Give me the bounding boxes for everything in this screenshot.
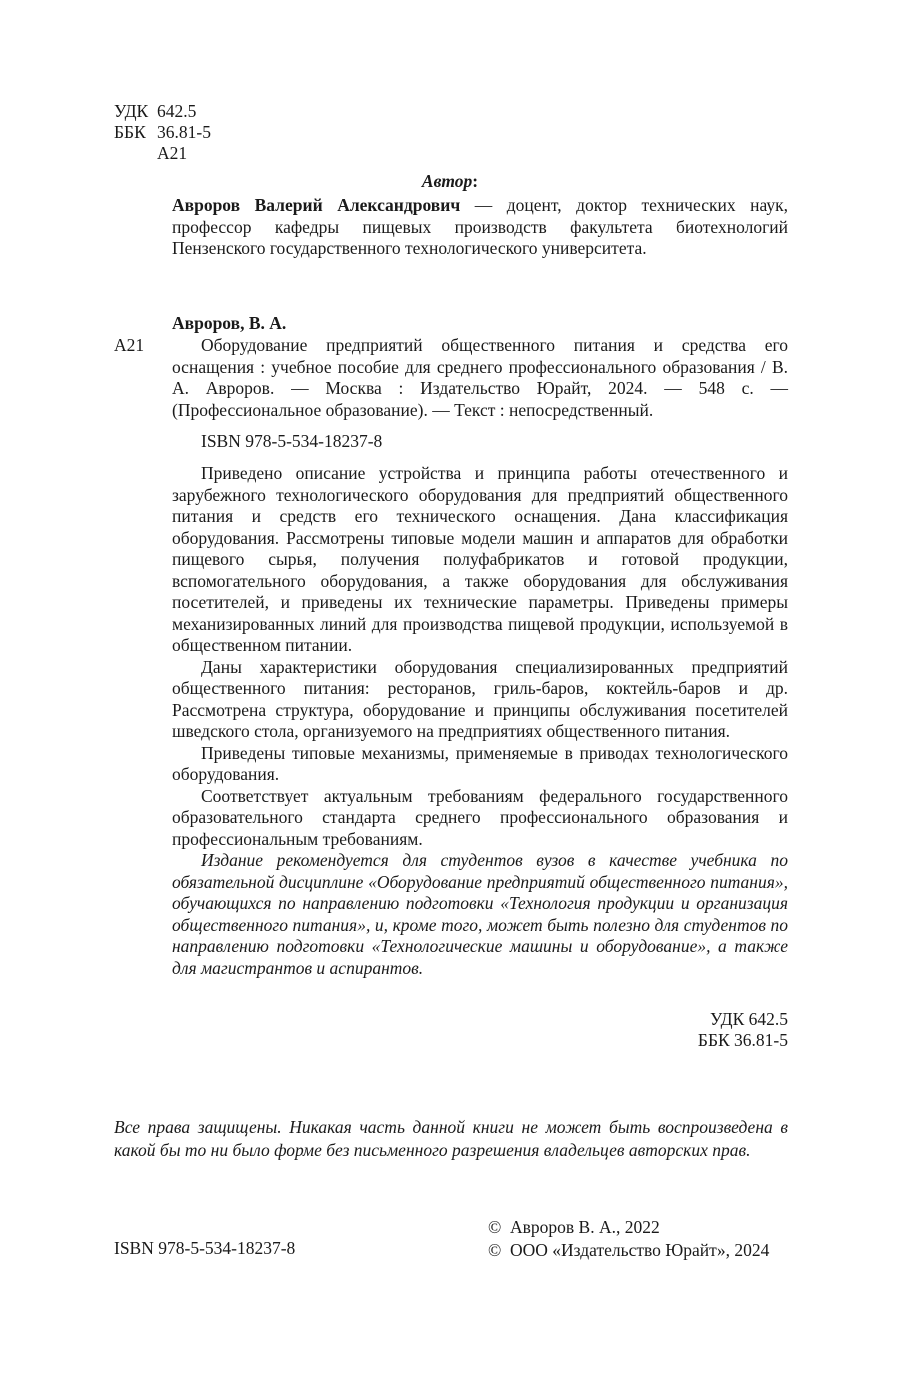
footer-udk: УДК 642.5: [710, 1009, 788, 1029]
classification-codes: [114, 101, 211, 164]
author-heading: Автор:: [421, 171, 479, 191]
annotation-paragraph: Приведены типовые механизмы, применяемые в приводах технологического оборудования.: [172, 742, 788, 784]
copyright-publisher: © ООО «Издательство Юрайт», 2024: [488, 1239, 770, 1260]
annotation-paragraph: Соответствует актуальным требованиям федерального государственного образовательного стандарта среднего профессионального образования и профессиональным требованиям.: [172, 785, 788, 849]
copyright-icon: ©: [488, 1239, 502, 1260]
bibliographic-author: Авроров, В. А.: [172, 313, 287, 333]
copyright-icon: ©: [488, 1217, 502, 1237]
bbk-code: ББК 36.81-5: [114, 122, 211, 142]
author-full-name: Авроров Валерий Александрович: [172, 195, 461, 215]
author-mark: А21: [157, 143, 188, 163]
footer-bbk: ББК 36.81-5: [697, 1030, 788, 1050]
isbn-bottom: ISBN 978-5-534-18237-8: [114, 1238, 296, 1258]
annotation-paragraph: Даны характеристики оборудования специализированных предприятий общественного питания: ресторанов, гриль-баров, коктейль-баров и др. Рассмотрена структура, оборудование и принципы обслуживания посетителей шведского стола, организуемого на предприятиях общественного питания.: [172, 656, 788, 741]
bibliographic-description: Оборудование предприятий общественного питания и средства его оснащения : учебное пособие для среднего профессионального образования / В. А. Авроров. — Москва : Издательство Юрайт, 2024. — 548 с. — (Профессиональное образование). — Текст : непосредственный.: [172, 335, 788, 420]
isbn: ISBN 978-5-534-18237-8: [201, 431, 383, 451]
bibliographic-code: А21: [114, 335, 145, 355]
udk-code: УДК 642.5: [114, 101, 197, 121]
annotation-paragraph: Приведено описание устройства и принципа работы отечественного и зарубежного технологического оборудования для предприятий общественного питания и средств его технического оснащения. Дана классификация оборудования. Рассмотрены типовые модели машин и аппаратов для обработки пищевого сырья, получения полуфабрикатов и готовой продукции, вспомогательного оборудования, а также оборудования для обслуживания посетителей, и приведены их технические параметры. Приведены примеры механизированных линий для производства пищевой продукции, используемой в общественном питании.: [172, 463, 788, 655]
copyright-author: © Авроров В. А., 2022: [488, 1217, 660, 1237]
copyright-block: [488, 1216, 769, 1261]
rights-notice: Все права защищены. Никакая часть данной книги не может быть воспроизведена в какой бы то ни было форме без письменного разрешения владельцев авторских прав.: [114, 1117, 788, 1160]
annotation: [172, 463, 788, 979]
recommendation-paragraph: Издание рекомендуется для студентов вузов в качестве учебника по обязательной дисциплине «Оборудование предприятий общественного питания», обучающихся по направлению подготовки «Технология продукции и организация общественного питания», и, кроме того, может быть полезно для студентов по направлению подготовки «Технологические машины и оборудование», а также для магистрантов и аспирантов.: [172, 850, 788, 978]
footer-classification-codes: [698, 1009, 788, 1051]
author-description: — доцент, доктор технических наук, профессор кафедры пищевых производств факультета биотехнологий Пензенского государственного технологического университета.: [172, 195, 788, 258]
author-info: [172, 195, 788, 260]
